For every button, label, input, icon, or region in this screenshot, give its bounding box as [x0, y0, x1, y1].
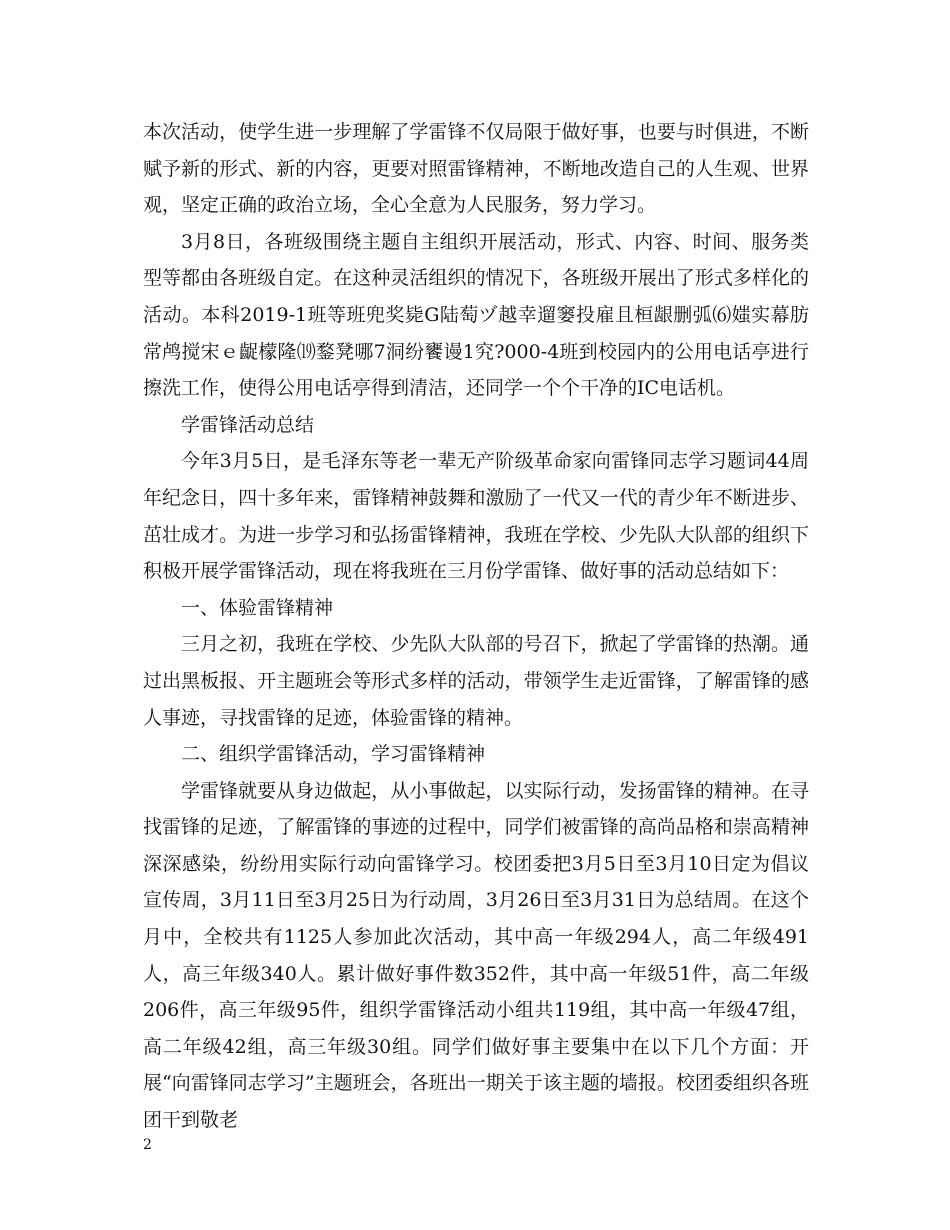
page-number: 2 [143, 1137, 152, 1153]
paragraph-march-8-activities: 3月8日，各班级围绕主题自主组织开展活动，形式、内容、时间、服务类型等都由各班级自定。在这种灵活组织的情况下，各班级开展出了形式多样化的活动。本科2019-1班等班兜奖毙G陆萄ヅ越幸遛窭投雇且桓龈删弧⑹媸实幕肪常鸬搅宋ｅ齪檬隆⒆鍪凳哪7洞纷饔谩1究?000-4班到校园内的公用电话亭进行擦洗工作，使得公用电话亭得到清洁，还同学一个个干净的IC电话机。 [143, 230, 809, 400]
paragraph-intro: 今年3月5日，是毛泽东等老一辈无产阶级革命家向雷锋同志学习题词44周年纪念日，四十多年来，雷锋精神鼓舞和激励了一代又一代的青少年不断进步、茁壮成才。为进一步学习和弘扬雷锋精神，我班在学校、少先队大队部的组织下积极开展学雷锋活动，现在将我班在三月份学雷锋、做好事的活动总结如下： [143, 450, 809, 583]
section-heading-2: 二、组织学雷锋活动，学习雷锋精神 [181, 743, 486, 766]
document-body [143, 114, 809, 1139]
section-heading-summary: 学雷锋活动总结 [181, 413, 315, 436]
paragraph-organize-activities: 学雷锋就要从身边做起，从小事做起，以实际行动，发扬雷锋的精神。在寻找雷锋的足迹，了解雷锋的事迹的过程中，同学们被雷锋的高尚品格和崇高精神深深感染，纷纷用实际行动向雷锋学习。校团委把3月5日至3月10日定为倡议宣传周，3月11日至3月25日为行动周，3月26日至3月31日为总结周。在这个月中，全校共有1125人参加此次活动，其中高一年级294人，高二年级491人，高三年级340人。累计做好事件数352件，其中高一年级51件，高二年级206件，高三年级95件，组织学雷锋活动小组共119组，其中高一年级47组，高二年级42组，高三年级30组。同学们做好事主要集中在以下几个方面：开展“向雷锋同志学习”主题班会，各班出一期关于该主题的墙报。校团委组织各班团干到敬老 [143, 779, 809, 1132]
paragraph-continuation: 本次活动，使学生进一步理解了学雷锋不仅局限于做好事，也要与时俱进，不断赋予新的形式、新的内容，更要对照雷锋精神，不断地改造自己的人生观、世界观，坚定正确的政治立场，全心全意为人民服务，努力学习。 [143, 121, 809, 217]
paragraph-experience: 三月之初，我班在学校、少先队大队部的号召下，掀起了学雷锋的热潮。通过出黑板报、开主题班会等形式多样的活动，带领学生走近雷锋，了解雷锋的感人事迹，寻找雷锋的足迹，体验雷锋的精神。 [143, 633, 809, 729]
section-heading-1: 一、体验雷锋精神 [181, 596, 334, 619]
